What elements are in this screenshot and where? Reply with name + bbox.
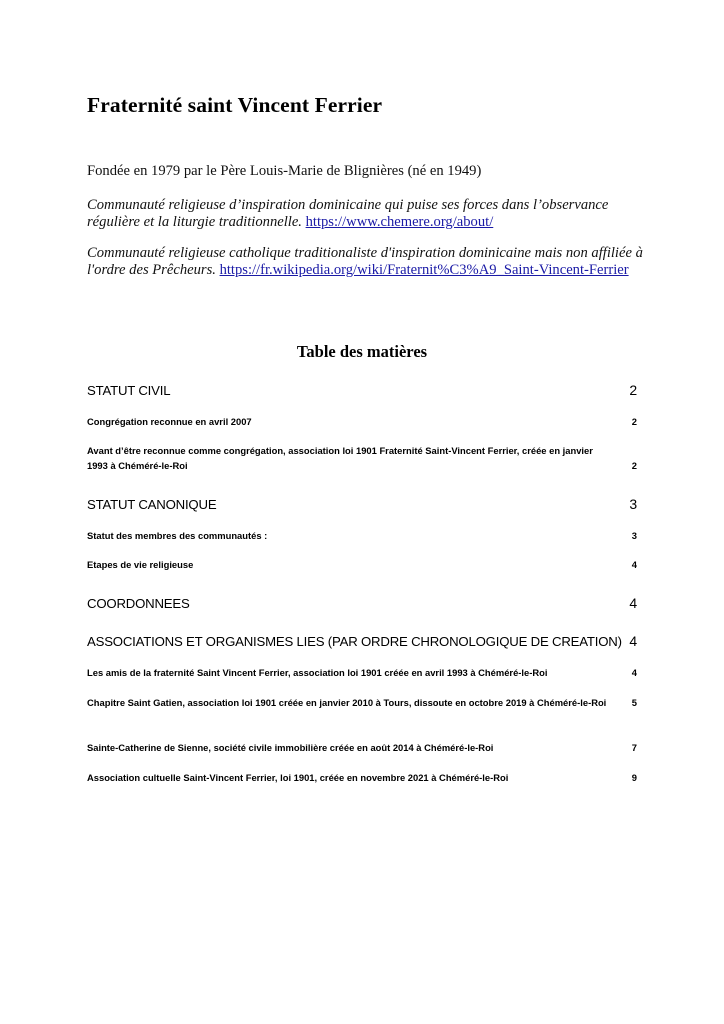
toc-entry-text: STATUT CANONIQUE <box>87 497 217 512</box>
toc-entry-text: Chapitre Saint Gatien, association loi 1901 créée en janvier 2010 à Tours, dissoute en octobre 2019 à Chéméré-le-Roi <box>87 697 607 708</box>
toc-entry-text: ASSOCIATIONS ET ORGANISMES LIES (PAR ORDRE CHRONOLOGIQUE DE CREATION) <box>87 634 622 649</box>
toc-entry-avant-reconnaissance[interactable] <box>87 443 637 473</box>
toc-entry-statut-membres[interactable] <box>87 528 637 543</box>
toc-page-number: 4 <box>631 559 637 570</box>
description-text-1: Communauté religieuse d’inspiration dominicaine qui puise ses forces dans l’observance régulière et la liturgie traditionnelle. <box>87 197 609 230</box>
toc-page-number: 2 <box>631 416 637 427</box>
toc-page-number: 4 <box>629 595 637 611</box>
description-paragraph-2 <box>87 245 647 279</box>
toc-entry-text: Les amis de la fraternité Saint Vincent Ferrier, association loi 1901 créée en avril 1993 à Chéméré-le-Roi <box>87 667 548 678</box>
toc-entry-coordonnees[interactable] <box>87 595 637 611</box>
toc-page-number: 4 <box>629 633 637 649</box>
toc-page-number: 4 <box>631 667 637 678</box>
toc-entry-etapes-vie[interactable] <box>87 557 637 572</box>
chemere-link[interactable]: https://www.chemere.org/about/ <box>305 214 494 230</box>
toc-page-number: 3 <box>631 530 637 541</box>
toc-entry-sainte-catherine[interactable] <box>87 740 637 755</box>
toc-entry-text: Sainte-Catherine de Sienne, société civile immobilière créée en août 2014 à Chéméré-le-Roi <box>87 742 494 753</box>
toc-entry-text: Avant d’être reconnue comme congrégation, association loi 1901 Fraternité Saint-Vincent Ferrier, créée en janvier 1993 à Chéméré-le-Roi <box>87 445 593 471</box>
toc-entry-amis-fraternite[interactable] <box>87 665 637 680</box>
document-title: Fraternité saint Vincent Ferrier <box>87 93 383 117</box>
toc-page-number: 9 <box>631 772 637 783</box>
toc-entry-congregation-reconnue[interactable] <box>87 414 637 429</box>
founding-paragraph: Fondée en 1979 par le Père Louis-Marie de Blignières (né en 1949) <box>87 163 482 179</box>
toc-entry-statut-canonique[interactable] <box>87 496 637 512</box>
toc-page-number: 2 <box>631 460 637 471</box>
toc-entry-association-cultuelle[interactable] <box>87 770 637 785</box>
toc-entry-associations[interactable] <box>87 633 637 649</box>
toc-entry-text: Association cultuelle Saint-Vincent Ferrier, loi 1901, créée en novembre 2021 à Chéméré-le-Roi <box>87 772 509 783</box>
toc-page-number: 7 <box>631 742 637 753</box>
toc-entry-text: Etapes de vie religieuse <box>87 559 194 570</box>
description-paragraph-1 <box>87 197 647 231</box>
toc-entry-chapitre-saint-gatien[interactable] <box>87 695 637 710</box>
toc-title: Table des matières <box>296 342 428 361</box>
toc-entry-text: COORDONNEES <box>87 596 190 611</box>
description-text-2: Communauté religieuse catholique traditionaliste d'inspiration dominicaine mais non affiliée à l'ordre des Prêcheurs. <box>87 245 643 278</box>
toc-entry-text: Congrégation reconnue en avril 2007 <box>87 416 252 427</box>
toc-entry-text: Statut des membres des communautés : <box>87 530 268 541</box>
toc-page-number: 3 <box>629 496 637 512</box>
toc-entry-text: STATUT CIVIL <box>87 383 171 398</box>
wikipedia-link[interactable]: https://fr.wikipedia.org/wiki/Fraternit%C3%A9_Saint-Vincent-Ferrier <box>219 262 629 278</box>
toc-entry-statut-civil[interactable] <box>87 382 637 398</box>
toc-page-number: 5 <box>631 697 637 708</box>
toc-page-number: 2 <box>629 382 637 398</box>
